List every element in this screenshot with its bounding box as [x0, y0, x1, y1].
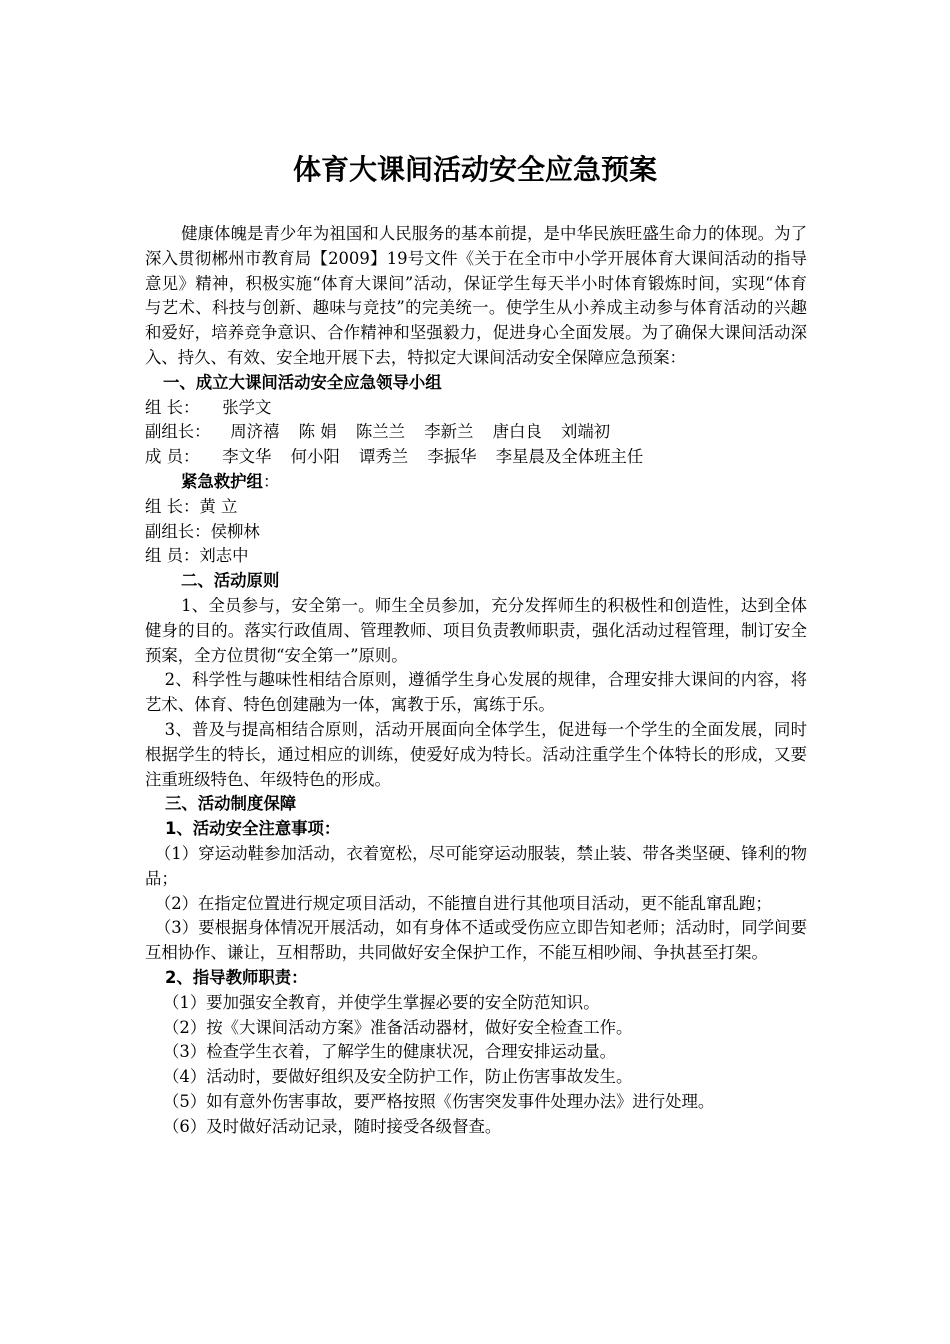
teacher-duty-item: （4）活动时，要做好组织及安全防护工作，防止伤害事故发生。	[163, 1067, 633, 1087]
teacher-duty-item: （2）按《大课间活动方案》准备活动器材，做好安全检查工作。	[163, 1017, 633, 1037]
vice-leader-name: 唐白良	[492, 422, 542, 442]
safety-note-item: （3）要根据身体情况开展活动，如有身体不适或受伤应立即告知老师；活动时，同学间要互相协作、谦让，互相帮助，共同做好安全保护工作，不能互相吵闹、争执甚至打架。	[145, 918, 807, 963]
teacher-duty-item: （3）检查学生衣着，了解学生的健康状况，合理安排运动量。	[163, 1042, 616, 1062]
document-title: 体育大课间活动安全应急预案	[292, 153, 657, 186]
rescue-group-heading: 紧急救护组	[181, 471, 263, 491]
teacher-duty-item: （1）要加强安全教育，并使学生掌握必要的安全防范知识。	[163, 992, 600, 1012]
vice-leader-line	[145, 420, 807, 445]
section1-heading: 一、成立大课间活动安全应急领导小组	[163, 372, 442, 392]
leader-label: 组 长：	[145, 397, 200, 417]
leader-line	[145, 396, 807, 421]
member-name: 李星晨及全体班主任	[495, 447, 644, 467]
rescue-group-heading-line	[145, 470, 807, 495]
vice-leader-name: 周济禧	[230, 422, 280, 442]
rescue-vice-label: 副组长：	[145, 521, 211, 541]
document-body	[145, 222, 807, 1139]
members-line	[145, 445, 807, 470]
rescue-member-label: 组 员：	[145, 546, 200, 566]
vice-leader-name: 刘端初	[561, 422, 611, 442]
rescue-vice-line	[145, 520, 807, 545]
teacher-duties-heading: 2、指导教师职责：	[165, 967, 308, 987]
leader-name: 张学文	[222, 397, 272, 417]
safety-note-item: （1）穿运动鞋参加活动，衣着宽松，尽可能穿运动服装，禁止装、带各类坚硬、锋利的物品；	[145, 843, 807, 888]
member-name: 谭秀兰	[359, 447, 409, 467]
safety-notes-heading: 1、活动安全注意事项：	[165, 819, 341, 839]
rescue-leader-line	[145, 495, 807, 520]
rescue-member-line	[145, 544, 807, 569]
rescue-leader-label: 组 长：	[145, 496, 200, 516]
member-name: 李振华	[427, 447, 477, 467]
rescue-leader-name: 黄 立	[199, 496, 238, 516]
members-label: 成 员：	[145, 447, 200, 467]
safety-note-item: （2）在指定位置进行规定项目活动，不能擅自进行其他项目活动，更不能乱窜乱跑；	[154, 893, 772, 913]
principle-paragraph-3: 3、普及与提高相结合原则，活动开展面向全体学生，促进每一个学生的全面发展，同时根据学生的特长，通过相应的训练，使爱好成为特长。活动注重学生个体特长的形成，又要注重班级特色、年级特色的形成。	[145, 719, 807, 789]
rescue-group-colon: ：	[262, 471, 280, 491]
member-name: 何小阳	[290, 447, 340, 467]
teacher-duty-item: （6）及时做好活动记录，随时接受各级督查。	[163, 1116, 502, 1136]
intro-paragraph: 健康体魄是青少年为祖国和人民服务的基本前提，是中华民族旺盛生命力的体现。为了深入贯彻郴州市教育局【2009】19号文件《关于在全市中小学开展体育大课间活动的指导意见》精神，积极实施“体育大课间”活动，保证学生每天半小时体育锻炼时间，实现“体育与艺术、科技与创新、趣味与竞技”的完美统一。使学生从小养成主动参与体育活动的兴趣和爱好，培养竞争意识、合作精神和坚强毅力，促进身心全面发展。为了确保大课间活动深入、持久、有效、安全地开展下去，特拟定大课间活动安全保障应急预案：	[145, 224, 807, 367]
principle-paragraph-1: 1、全员参与，安全第一。师生全员参加，充分发挥师生的积极性和创造性，达到全体健身的目的。落实行政值周、管理教师、项目负责教师职责，强化活动过程管理，制订安全预案，全方位贯彻“安全第一”原则。	[145, 595, 807, 665]
vice-leader-name: 陈兰兰	[355, 422, 405, 442]
section2-heading: 二、活动原则	[181, 571, 280, 591]
vice-leader-label: 副组长：	[145, 422, 211, 442]
member-name: 李文华	[222, 447, 272, 467]
rescue-vice-name: 侯柳林	[210, 521, 260, 541]
section3-heading: 三、活动制度保障	[165, 794, 297, 814]
rescue-member-name: 刘志中	[199, 546, 249, 566]
vice-leader-name: 陈 娟	[298, 422, 337, 442]
teacher-duty-item: （5）如有意外伤害事故，要严格按照《伤害突发事件处理办法》进行处理。	[163, 1091, 715, 1111]
vice-leader-name: 李新兰	[424, 422, 474, 442]
principle-paragraph-2: 2、科学性与趣味性相结合原则，遵循学生身心发展的规律，合理安排大课间的内容，将艺术、体育、特色创建融为一体，寓教于乐，寓练于乐。	[145, 670, 807, 715]
